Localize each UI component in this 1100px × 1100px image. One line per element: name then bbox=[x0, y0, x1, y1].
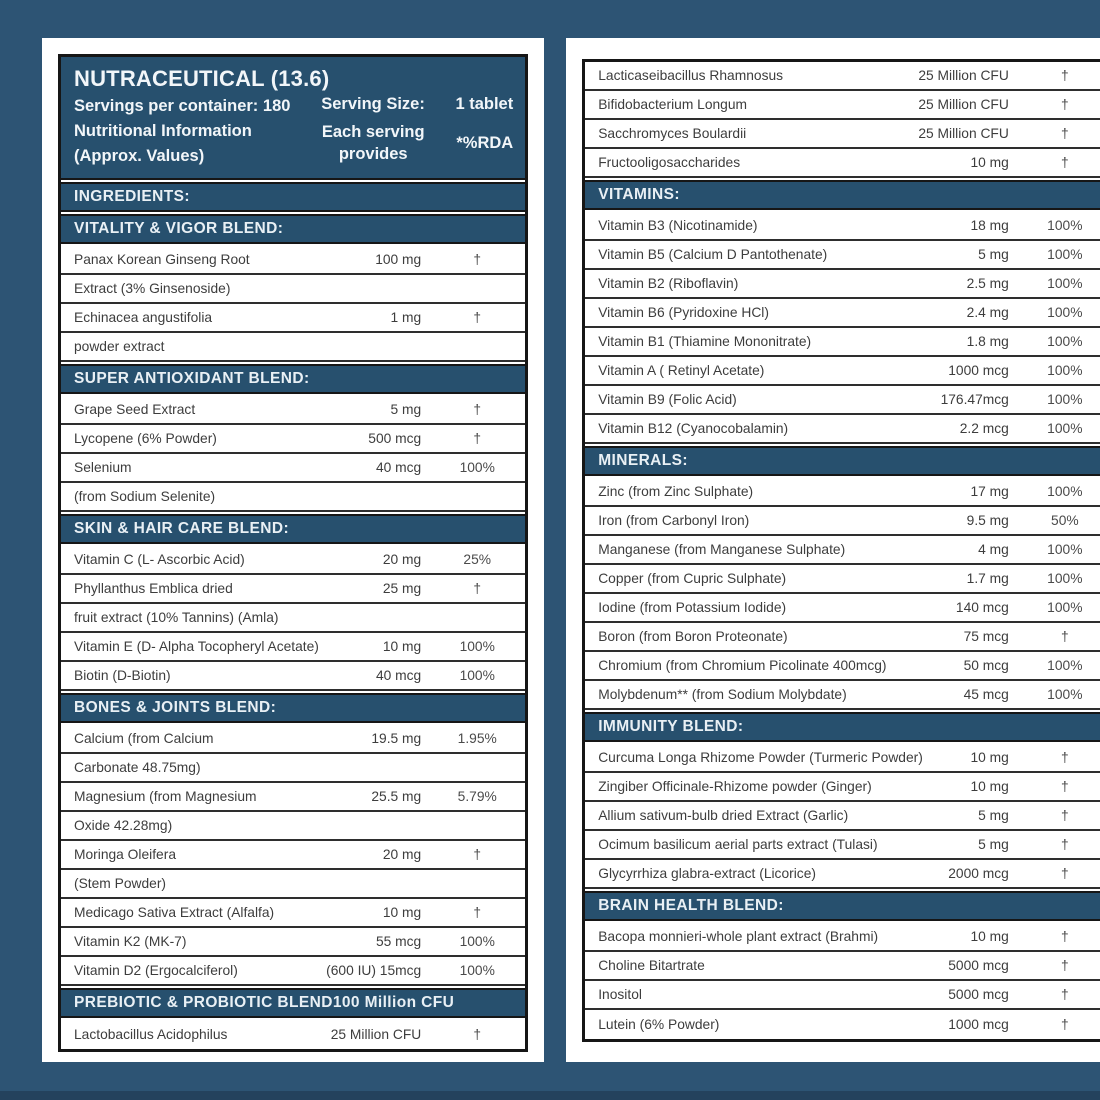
approx-values-label: (Approx. Values) bbox=[74, 146, 205, 165]
section-header-title: PREBIOTIC & PROBIOTIC BLEND bbox=[74, 994, 333, 1012]
ingredient-row bbox=[585, 831, 1100, 860]
ingredient-name: Molybdenum** (from Sodium Molybdate) bbox=[598, 687, 847, 702]
ingredient-rda: 100% bbox=[1047, 392, 1083, 407]
ingredient-row bbox=[61, 870, 525, 899]
ingredient-row bbox=[585, 241, 1100, 270]
ingredient-name: Glycyrrhiza glabra-extract (Licorice) bbox=[598, 866, 816, 881]
ingredient-amount: 2000 mcg bbox=[948, 866, 1009, 881]
ingredient-row bbox=[585, 860, 1100, 889]
ingredient-name: Moringa Oleifera bbox=[74, 847, 176, 863]
ingredient-row bbox=[585, 62, 1100, 91]
ingredient-name: Boron (from Boron Proteonate) bbox=[598, 629, 788, 644]
each-serving-label: Each serving provides bbox=[321, 123, 425, 164]
section-header bbox=[61, 214, 525, 244]
ingredient-name: Vitamin B12 (Cyanocobalamin) bbox=[598, 421, 789, 436]
ingredient-name: Inositol bbox=[598, 987, 642, 1002]
ingredient-name: (from Sodium Selenite) bbox=[74, 489, 216, 505]
ingredient-row bbox=[585, 1010, 1100, 1039]
ingredient-amount: 17 mg bbox=[970, 484, 1009, 499]
ingredient-row bbox=[61, 304, 525, 333]
ingredient-row bbox=[585, 299, 1100, 328]
ingredient-rda: † bbox=[473, 252, 482, 268]
ingredient-rda: † bbox=[1060, 155, 1069, 170]
ingredient-row bbox=[61, 899, 525, 928]
ingredient-rda: † bbox=[473, 905, 482, 921]
ingredient-name: Choline Bitartrate bbox=[598, 958, 705, 973]
ingredient-name: Ocimum basilicum aerial parts extract (Tulasi) bbox=[598, 837, 878, 852]
ingredient-name: Lutein (6% Powder) bbox=[598, 1017, 720, 1032]
ingredient-rda: 100% bbox=[459, 639, 495, 655]
ingredient-name: (Stem Powder) bbox=[74, 876, 167, 892]
ingredient-row bbox=[585, 681, 1100, 710]
section-header-title: MINERALS: bbox=[598, 452, 688, 469]
label-panels bbox=[42, 38, 1083, 1062]
ingredient-row bbox=[585, 623, 1100, 652]
ingredient-amount: 25 Million CFU bbox=[918, 97, 1009, 112]
ingredient-name: Vitamin B9 (Folic Acid) bbox=[598, 392, 737, 407]
ingredient-rda: 100% bbox=[1047, 363, 1083, 378]
ingredient-name: Grape Seed Extract bbox=[74, 402, 196, 418]
nutritional-information-label: Nutritional Information bbox=[74, 121, 252, 140]
ingredient-row bbox=[61, 246, 525, 275]
ingredient-amount: 25 Million CFU bbox=[918, 126, 1009, 141]
ingredient-name: Selenium bbox=[74, 460, 132, 476]
ingredient-row bbox=[585, 594, 1100, 623]
ingredient-name: Vitamin C (L- Ascorbic Acid) bbox=[74, 552, 245, 568]
ingredient-name: Vitamin K2 (MK-7) bbox=[74, 934, 187, 950]
section-header bbox=[61, 693, 525, 723]
section-header bbox=[61, 364, 525, 394]
section-header bbox=[61, 182, 525, 212]
ingredient-name: Echinacea angustifolia bbox=[74, 310, 213, 326]
ingredient-rda: † bbox=[1060, 958, 1069, 973]
ingredient-row bbox=[585, 565, 1100, 594]
section-header-title: VITAMINS: bbox=[598, 186, 680, 203]
rda-column-label: *%RDA bbox=[456, 133, 514, 152]
ingredient-row bbox=[585, 802, 1100, 831]
ingredient-rda: † bbox=[1060, 779, 1069, 794]
ingredient-amount: 5 mg bbox=[978, 247, 1009, 262]
ingredient-row bbox=[61, 604, 525, 633]
ingredient-name: Zingiber Officinale-Rhizome powder (Ginger) bbox=[598, 779, 872, 794]
ingredient-amount: 9.5 mg bbox=[966, 513, 1009, 528]
ingredient-name: Iron (from Carbonyl Iron) bbox=[598, 513, 750, 528]
ingredient-rda: † bbox=[473, 310, 482, 326]
ingredient-row bbox=[585, 91, 1100, 120]
left-panel bbox=[42, 38, 544, 1062]
ingredient-amount: 10 mg bbox=[970, 779, 1009, 794]
ingredient-row bbox=[61, 575, 525, 604]
section-header bbox=[585, 712, 1100, 742]
ingredient-row bbox=[585, 212, 1100, 241]
ingredient-row bbox=[61, 812, 525, 841]
ingredient-row bbox=[585, 952, 1100, 981]
right-sections bbox=[585, 62, 1100, 1039]
ingredient-name: Vitamin D2 (Ergocalciferol) bbox=[74, 963, 238, 979]
ingredient-row bbox=[585, 328, 1100, 357]
section-header-title: BRAIN HEALTH BLEND: bbox=[598, 897, 784, 914]
ingredient-amount: 5000 mcg bbox=[948, 987, 1009, 1002]
bottom-edge-strip bbox=[0, 1091, 1100, 1100]
ingredient-amount: 20 mg bbox=[382, 552, 422, 568]
ingredient-row bbox=[61, 425, 525, 454]
section-header bbox=[61, 988, 525, 1018]
ingredient-row bbox=[585, 923, 1100, 952]
ingredient-rda: † bbox=[1060, 987, 1069, 1002]
ingredient-amount: 50 mcg bbox=[963, 658, 1009, 673]
section-header-title: BONES & JOINTS BLEND: bbox=[74, 699, 277, 717]
ingredient-rda: † bbox=[1060, 97, 1069, 112]
ingredient-rda: 100% bbox=[1047, 600, 1083, 615]
ingredient-rda: 50% bbox=[1051, 513, 1079, 528]
ingredient-name: Sacchromyces Boulardii bbox=[598, 126, 747, 141]
ingredient-row bbox=[585, 744, 1100, 773]
ingredient-row bbox=[61, 396, 525, 425]
ingredient-name: Biotin (D-Biotin) bbox=[74, 668, 171, 684]
section-header bbox=[585, 180, 1100, 210]
ingredient-rda: 100% bbox=[1047, 687, 1083, 702]
ingredient-row bbox=[61, 783, 525, 812]
ingredient-amount: 10 mg bbox=[970, 929, 1009, 944]
ingredient-rda: † bbox=[473, 847, 482, 863]
ingredient-rda: † bbox=[473, 431, 482, 447]
ingredient-rda: 100% bbox=[1047, 571, 1083, 586]
ingredient-row bbox=[61, 662, 525, 691]
ingredient-row bbox=[61, 275, 525, 304]
ingredient-rda: † bbox=[1060, 1017, 1069, 1032]
ingredient-amount: 10 mg bbox=[382, 639, 422, 655]
ingredient-amount: 40 mcg bbox=[375, 460, 422, 476]
left-sections bbox=[61, 182, 525, 1049]
ingredient-amount: 10 mg bbox=[970, 155, 1009, 170]
ingredient-amount: 1.8 mg bbox=[966, 334, 1009, 349]
ingredient-rda: 100% bbox=[1047, 247, 1083, 262]
ingredient-amount: 5000 mcg bbox=[948, 958, 1009, 973]
ingredient-amount: 19.5 mg bbox=[371, 731, 422, 747]
ingredient-name: Calcium (from Calcium bbox=[74, 731, 214, 747]
ingredient-row bbox=[585, 507, 1100, 536]
ingredient-amount: 1000 mcg bbox=[948, 363, 1009, 378]
ingredient-rda: † bbox=[1060, 866, 1069, 881]
ingredient-amount: (600 IU) 15mcg bbox=[326, 963, 422, 979]
ingredient-amount: 5 mg bbox=[978, 837, 1009, 852]
ingredient-name: Oxide 42.28mg) bbox=[74, 818, 173, 834]
ingredient-row bbox=[61, 841, 525, 870]
ingredient-row bbox=[61, 928, 525, 957]
ingredient-amount: 45 mcg bbox=[963, 687, 1009, 702]
ingredient-name: Fructooligosaccharides bbox=[598, 155, 741, 170]
ingredient-row bbox=[585, 981, 1100, 1010]
ingredient-amount: 55 mcg bbox=[375, 934, 422, 950]
section-header bbox=[585, 891, 1100, 921]
section-header-value: 100 Million CFU bbox=[332, 994, 455, 1012]
ingredient-amount: 5 mg bbox=[390, 402, 422, 418]
ingredient-amount: 1 mg bbox=[390, 310, 422, 326]
ingredient-rda: 100% bbox=[1047, 658, 1083, 673]
ingredient-row bbox=[61, 546, 525, 575]
ingredient-amount: 10 mg bbox=[970, 750, 1009, 765]
ingredient-row bbox=[585, 536, 1100, 565]
ingredient-row bbox=[61, 1020, 525, 1049]
ingredient-amount: 25 mg bbox=[382, 581, 422, 597]
section-header bbox=[585, 446, 1100, 476]
label-header-block bbox=[61, 57, 525, 180]
ingredient-name: Vitamin B3 (Nicotinamide) bbox=[598, 218, 758, 233]
ingredient-name: Manganese (from Manganese Sulphate) bbox=[598, 542, 846, 557]
ingredient-rda: 100% bbox=[1047, 334, 1083, 349]
ingredient-name: Medicago Sativa Extract (Alfalfa) bbox=[74, 905, 275, 921]
ingredient-rda: 100% bbox=[459, 460, 495, 476]
ingredient-rda: 5.79% bbox=[457, 789, 497, 805]
right-nutrition-table bbox=[582, 59, 1100, 1042]
ingredient-amount: 140 mcg bbox=[955, 600, 1009, 615]
ingredient-name: Iodine (from Potassium Iodide) bbox=[598, 600, 787, 615]
ingredient-rda: † bbox=[1060, 750, 1069, 765]
ingredient-amount: 25.5 mg bbox=[371, 789, 422, 805]
ingredient-name: Carbonate 48.75mg) bbox=[74, 760, 201, 776]
ingredient-rda: 100% bbox=[459, 963, 495, 979]
ingredient-name: Vitamin B1 (Thiamine Mononitrate) bbox=[598, 334, 812, 349]
ingredient-name: Lactobacillus Acidophilus bbox=[74, 1027, 228, 1043]
left-nutrition-table bbox=[58, 54, 528, 1052]
ingredient-row bbox=[61, 454, 525, 483]
ingredient-rda: 100% bbox=[1047, 305, 1083, 320]
ingredient-name: Vitamin E (D- Alpha Tocopheryl Acetate) bbox=[74, 639, 319, 655]
ingredient-row bbox=[585, 120, 1100, 149]
ingredient-name: Bifidobacterium Longum bbox=[598, 97, 748, 112]
ingredient-rda: † bbox=[1060, 837, 1069, 852]
ingredient-amount: 100 mg bbox=[375, 252, 422, 268]
ingredient-name: Copper (from Cupric Sulphate) bbox=[598, 571, 787, 586]
ingredient-name: Magnesium (from Magnesium bbox=[74, 789, 257, 805]
ingredient-row bbox=[61, 725, 525, 754]
ingredient-row bbox=[585, 773, 1100, 802]
ingredient-row bbox=[585, 270, 1100, 299]
ingredient-row bbox=[61, 333, 525, 362]
ingredient-row bbox=[585, 652, 1100, 681]
ingredient-name: Phyllanthus Emblica dried bbox=[74, 581, 233, 597]
ingredient-row bbox=[585, 478, 1100, 507]
ingredient-name: Lacticaseibacillus Rhamnosus bbox=[598, 68, 784, 83]
ingredient-name: Vitamin B2 (Riboflavin) bbox=[598, 276, 739, 291]
ingredient-amount: 40 mcg bbox=[375, 668, 422, 684]
ingredient-rda: 100% bbox=[1047, 421, 1083, 436]
ingredient-rda: † bbox=[1060, 808, 1069, 823]
ingredient-name: Panax Korean Ginseng Root bbox=[74, 252, 250, 268]
product-title: NUTRACEUTICAL (13.6) bbox=[74, 66, 330, 91]
ingredient-name: Bacopa monnieri-whole plant extract (Brahmi) bbox=[598, 929, 879, 944]
ingredient-name: Curcuma Longa Rhizome Powder (Turmeric Powder) bbox=[598, 750, 923, 765]
ingredient-rda: 100% bbox=[459, 668, 495, 684]
ingredient-row bbox=[585, 386, 1100, 415]
ingredient-name: Chromium (from Chromium Picolinate 400mcg) bbox=[598, 658, 887, 673]
ingredient-rda: † bbox=[1060, 126, 1069, 141]
ingredient-name: Extract (3% Ginsenoside) bbox=[74, 281, 231, 297]
ingredient-amount: 1.7 mg bbox=[966, 571, 1009, 586]
ingredient-amount: 25 Million CFU bbox=[918, 68, 1009, 83]
servings-per-container: Servings per container: 180 bbox=[74, 97, 291, 115]
ingredient-amount: 18 mg bbox=[970, 218, 1009, 233]
ingredient-rda: † bbox=[473, 1027, 482, 1043]
ingredient-name: fruit extract (10% Tannins) (Amla) bbox=[74, 610, 279, 626]
ingredient-rda: 100% bbox=[1047, 218, 1083, 233]
ingredient-rda: † bbox=[473, 402, 482, 418]
section-header bbox=[61, 514, 525, 544]
ingredient-name: Vitamin B5 (Calcium D Pantothenate) bbox=[598, 247, 828, 262]
ingredient-rda: 100% bbox=[1047, 276, 1083, 291]
ingredient-amount: 5 mg bbox=[978, 808, 1009, 823]
ingredient-row bbox=[61, 633, 525, 662]
ingredient-rda: 25% bbox=[463, 552, 492, 568]
ingredient-rda: † bbox=[1060, 629, 1069, 644]
ingredient-name: Lycopene (6% Powder) bbox=[74, 431, 217, 447]
ingredient-row bbox=[585, 357, 1100, 386]
ingredient-amount: 176.47mcg bbox=[940, 392, 1009, 407]
serving-size-label: Serving Size: bbox=[321, 95, 425, 113]
ingredient-amount: 4 mg bbox=[978, 542, 1009, 557]
ingredient-amount: 2.5 mg bbox=[966, 276, 1009, 291]
ingredient-amount: 2.2 mcg bbox=[959, 421, 1009, 436]
ingredient-row bbox=[585, 149, 1100, 178]
ingredient-rda: † bbox=[473, 581, 482, 597]
ingredient-rda: † bbox=[1060, 68, 1069, 83]
ingredient-amount: 75 mcg bbox=[963, 629, 1009, 644]
ingredient-rda: 100% bbox=[1047, 484, 1083, 499]
ingredient-row bbox=[61, 483, 525, 512]
ingredient-amount: 2.4 mg bbox=[966, 305, 1009, 320]
ingredient-rda: 100% bbox=[1047, 542, 1083, 557]
ingredient-row bbox=[585, 415, 1100, 444]
ingredient-name: Zinc (from Zinc Sulphate) bbox=[598, 484, 754, 499]
ingredient-rda: † bbox=[1060, 929, 1069, 944]
ingredient-row bbox=[61, 957, 525, 986]
ingredient-name: Vitamin B6 (Pyridoxine HCl) bbox=[598, 305, 769, 320]
ingredient-amount: 25 Million CFU bbox=[330, 1027, 422, 1043]
ingredient-name: Vitamin A ( Retinyl Acetate) bbox=[598, 363, 765, 378]
section-header-title: SKIN & HAIR CARE BLEND: bbox=[74, 520, 290, 538]
section-header-title: INGREDIENTS: bbox=[74, 188, 190, 206]
serving-size-value: 1 tablet bbox=[455, 95, 514, 113]
ingredient-row bbox=[61, 754, 525, 783]
ingredient-rda: 100% bbox=[459, 934, 495, 950]
ingredient-rda: 1.95% bbox=[457, 731, 497, 747]
ingredient-name: Allium sativum-bulb dried Extract (Garlic) bbox=[598, 808, 849, 823]
ingredient-amount: 1000 mcg bbox=[948, 1017, 1009, 1032]
section-header-title: IMMUNITY BLEND: bbox=[598, 718, 744, 735]
right-panel bbox=[566, 38, 1100, 1062]
ingredient-amount: 20 mg bbox=[382, 847, 422, 863]
ingredient-amount: 10 mg bbox=[382, 905, 422, 921]
section-header-title: VITALITY & VIGOR BLEND: bbox=[74, 220, 284, 238]
ingredient-name: powder extract bbox=[74, 339, 165, 355]
section-header-title: SUPER ANTIOXIDANT BLEND: bbox=[74, 370, 310, 388]
ingredient-amount: 500 mcg bbox=[368, 431, 422, 447]
